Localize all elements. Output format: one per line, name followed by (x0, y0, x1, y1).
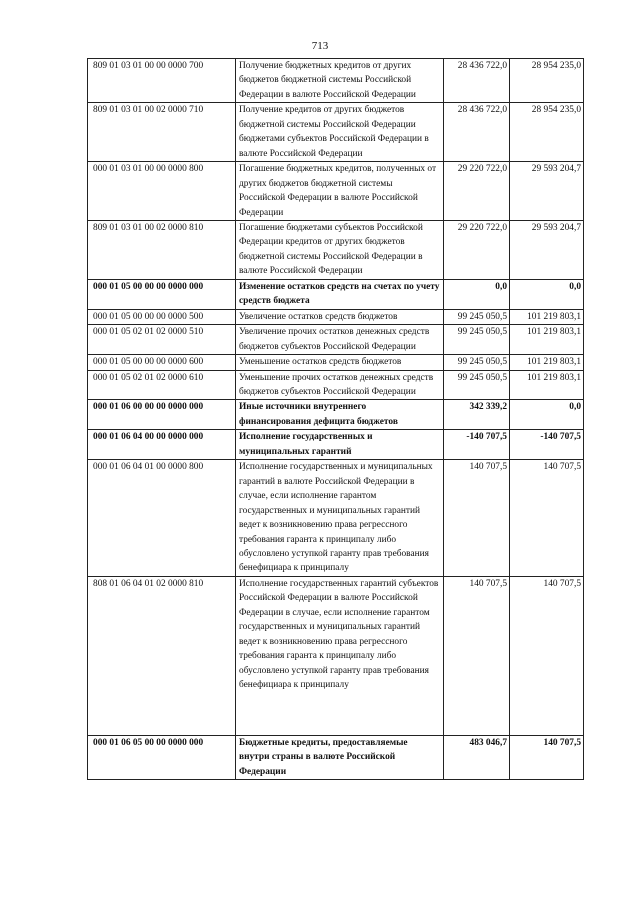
row-code: 000 01 06 04 00 00 0000 000 (88, 430, 236, 460)
row-value-2: 140 707,5 (510, 735, 584, 779)
row-code: 000 01 06 04 01 00 0000 800 (88, 460, 236, 577)
table-row (88, 59, 584, 103)
row-name: Исполнение государственных и муниципальных гарантий в валюте Российской Федерации в случае, если исполнение гарантом государственных и муниципальных гарантий ведет к возникновению права регрессного требования гаранта к принципалу либо обусловлено уступкой гаранту прав требования бенефициара к принципалу (236, 460, 444, 577)
table-row (88, 370, 584, 400)
row-name: Бюджетные кредиты, предоставляемые внутри страны в валюте Российской Федерации (236, 735, 444, 779)
row-code: 000 01 05 00 00 00 0000 500 (88, 309, 236, 324)
row-value-1: 140 707,5 (444, 576, 510, 735)
row-value-1: 99 245 050,5 (444, 309, 510, 324)
table-row (88, 103, 584, 162)
row-name: Погашение бюджетами субъектов Российской Федерации кредитов от других бюджетов бюджетной системы Российской Федерации в валюте Российской Федерации (236, 220, 444, 279)
row-name: Увеличение прочих остатков денежных средств бюджетов субъектов Российской Федерации (236, 325, 444, 355)
row-name: Получение бюджетных кредитов от других бюджетов бюджетной системы Российской Федерации в валюте Российской Федерации (236, 59, 444, 103)
row-value-1: 28 436 722,0 (444, 59, 510, 103)
table-row (88, 735, 584, 779)
row-name: Получение кредитов от других бюджетов бюджетной системы Российской Федерации бюджетами субъектов Российской Федерации в валюте Российской Федерации (236, 103, 444, 162)
row-code: 809 01 03 01 00 02 0000 810 (88, 220, 236, 279)
row-value-1: 29 220 722,0 (444, 162, 510, 221)
row-name: Увеличение остатков средств бюджетов (236, 309, 444, 324)
table-row (88, 576, 584, 735)
row-name: Исполнение государственных гарантий субъектов Российской Федерации в валюте Российской Федерации в случае, если исполнение гарантом государственных и муниципальных гарантий ведет к возникновению права регрессного требования гаранта к принципалу либо обусловлено уступкой гаранту прав требования бенефициара к принципалу (236, 576, 444, 735)
row-value-2: 101 219 803,1 (510, 370, 584, 400)
row-code: 809 01 03 01 00 00 0000 700 (88, 59, 236, 103)
row-value-2: 140 707,5 (510, 576, 584, 735)
budget-sources-table (87, 58, 584, 780)
row-value-2: 140 707,5 (510, 460, 584, 577)
table-row (88, 162, 584, 221)
row-value-1: 29 220 722,0 (444, 220, 510, 279)
table-row (88, 430, 584, 460)
row-value-1: 483 046,7 (444, 735, 510, 779)
row-name: Исполнение государственных и муниципальных гарантий (236, 430, 444, 460)
row-code: 000 01 06 00 00 00 0000 000 (88, 400, 236, 430)
row-value-2: 29 593 204,7 (510, 162, 584, 221)
row-value-1: 140 707,5 (444, 460, 510, 577)
row-value-1: 28 436 722,0 (444, 103, 510, 162)
row-value-2: 101 219 803,1 (510, 355, 584, 370)
row-code: 000 01 05 00 00 00 0000 000 (88, 279, 236, 309)
row-code: 000 01 03 01 00 00 0000 800 (88, 162, 236, 221)
row-name: Изменение остатков средств на счетах по учету средств бюджета (236, 279, 444, 309)
row-value-2: 28 954 235,0 (510, 103, 584, 162)
table-row (88, 220, 584, 279)
row-name: Иные источники внутреннего финансирования дефицита бюджетов (236, 400, 444, 430)
table-row (88, 400, 584, 430)
row-value-1: 342 339,2 (444, 400, 510, 430)
row-code: 808 01 06 04 01 02 0000 810 (88, 576, 236, 735)
row-name: Уменьшение прочих остатков денежных средств бюджетов субъектов Российской Федерации (236, 370, 444, 400)
table-body (88, 59, 584, 780)
row-code: 000 01 05 02 01 02 0000 510 (88, 325, 236, 355)
row-value-2: -140 707,5 (510, 430, 584, 460)
row-value-2: 101 219 803,1 (510, 325, 584, 355)
row-value-2: 0,0 (510, 279, 584, 309)
page-number: 713 (311, 40, 329, 52)
row-value-1: 0,0 (444, 279, 510, 309)
row-value-1: -140 707,5 (444, 430, 510, 460)
row-value-2: 29 593 204,7 (510, 220, 584, 279)
table-row (88, 355, 584, 370)
row-name: Погашение бюджетных кредитов, полученных от других бюджетов бюджетной системы Российской Федерации в валюте Российской Федерации (236, 162, 444, 221)
row-code: 000 01 05 00 00 00 0000 600 (88, 355, 236, 370)
table-row (88, 325, 584, 355)
row-code: 000 01 05 02 01 02 0000 610 (88, 370, 236, 400)
table-row (88, 309, 584, 324)
row-value-2: 0,0 (510, 400, 584, 430)
table-row (88, 460, 584, 577)
row-code: 809 01 03 01 00 02 0000 710 (88, 103, 236, 162)
row-code: 000 01 06 05 00 00 0000 000 (88, 735, 236, 779)
row-value-1: 99 245 050,5 (444, 370, 510, 400)
row-value-1: 99 245 050,5 (444, 355, 510, 370)
row-name: Уменьшение остатков средств бюджетов (236, 355, 444, 370)
row-value-1: 99 245 050,5 (444, 325, 510, 355)
row-value-2: 101 219 803,1 (510, 309, 584, 324)
table-row (88, 279, 584, 309)
row-value-2: 28 954 235,0 (510, 59, 584, 103)
